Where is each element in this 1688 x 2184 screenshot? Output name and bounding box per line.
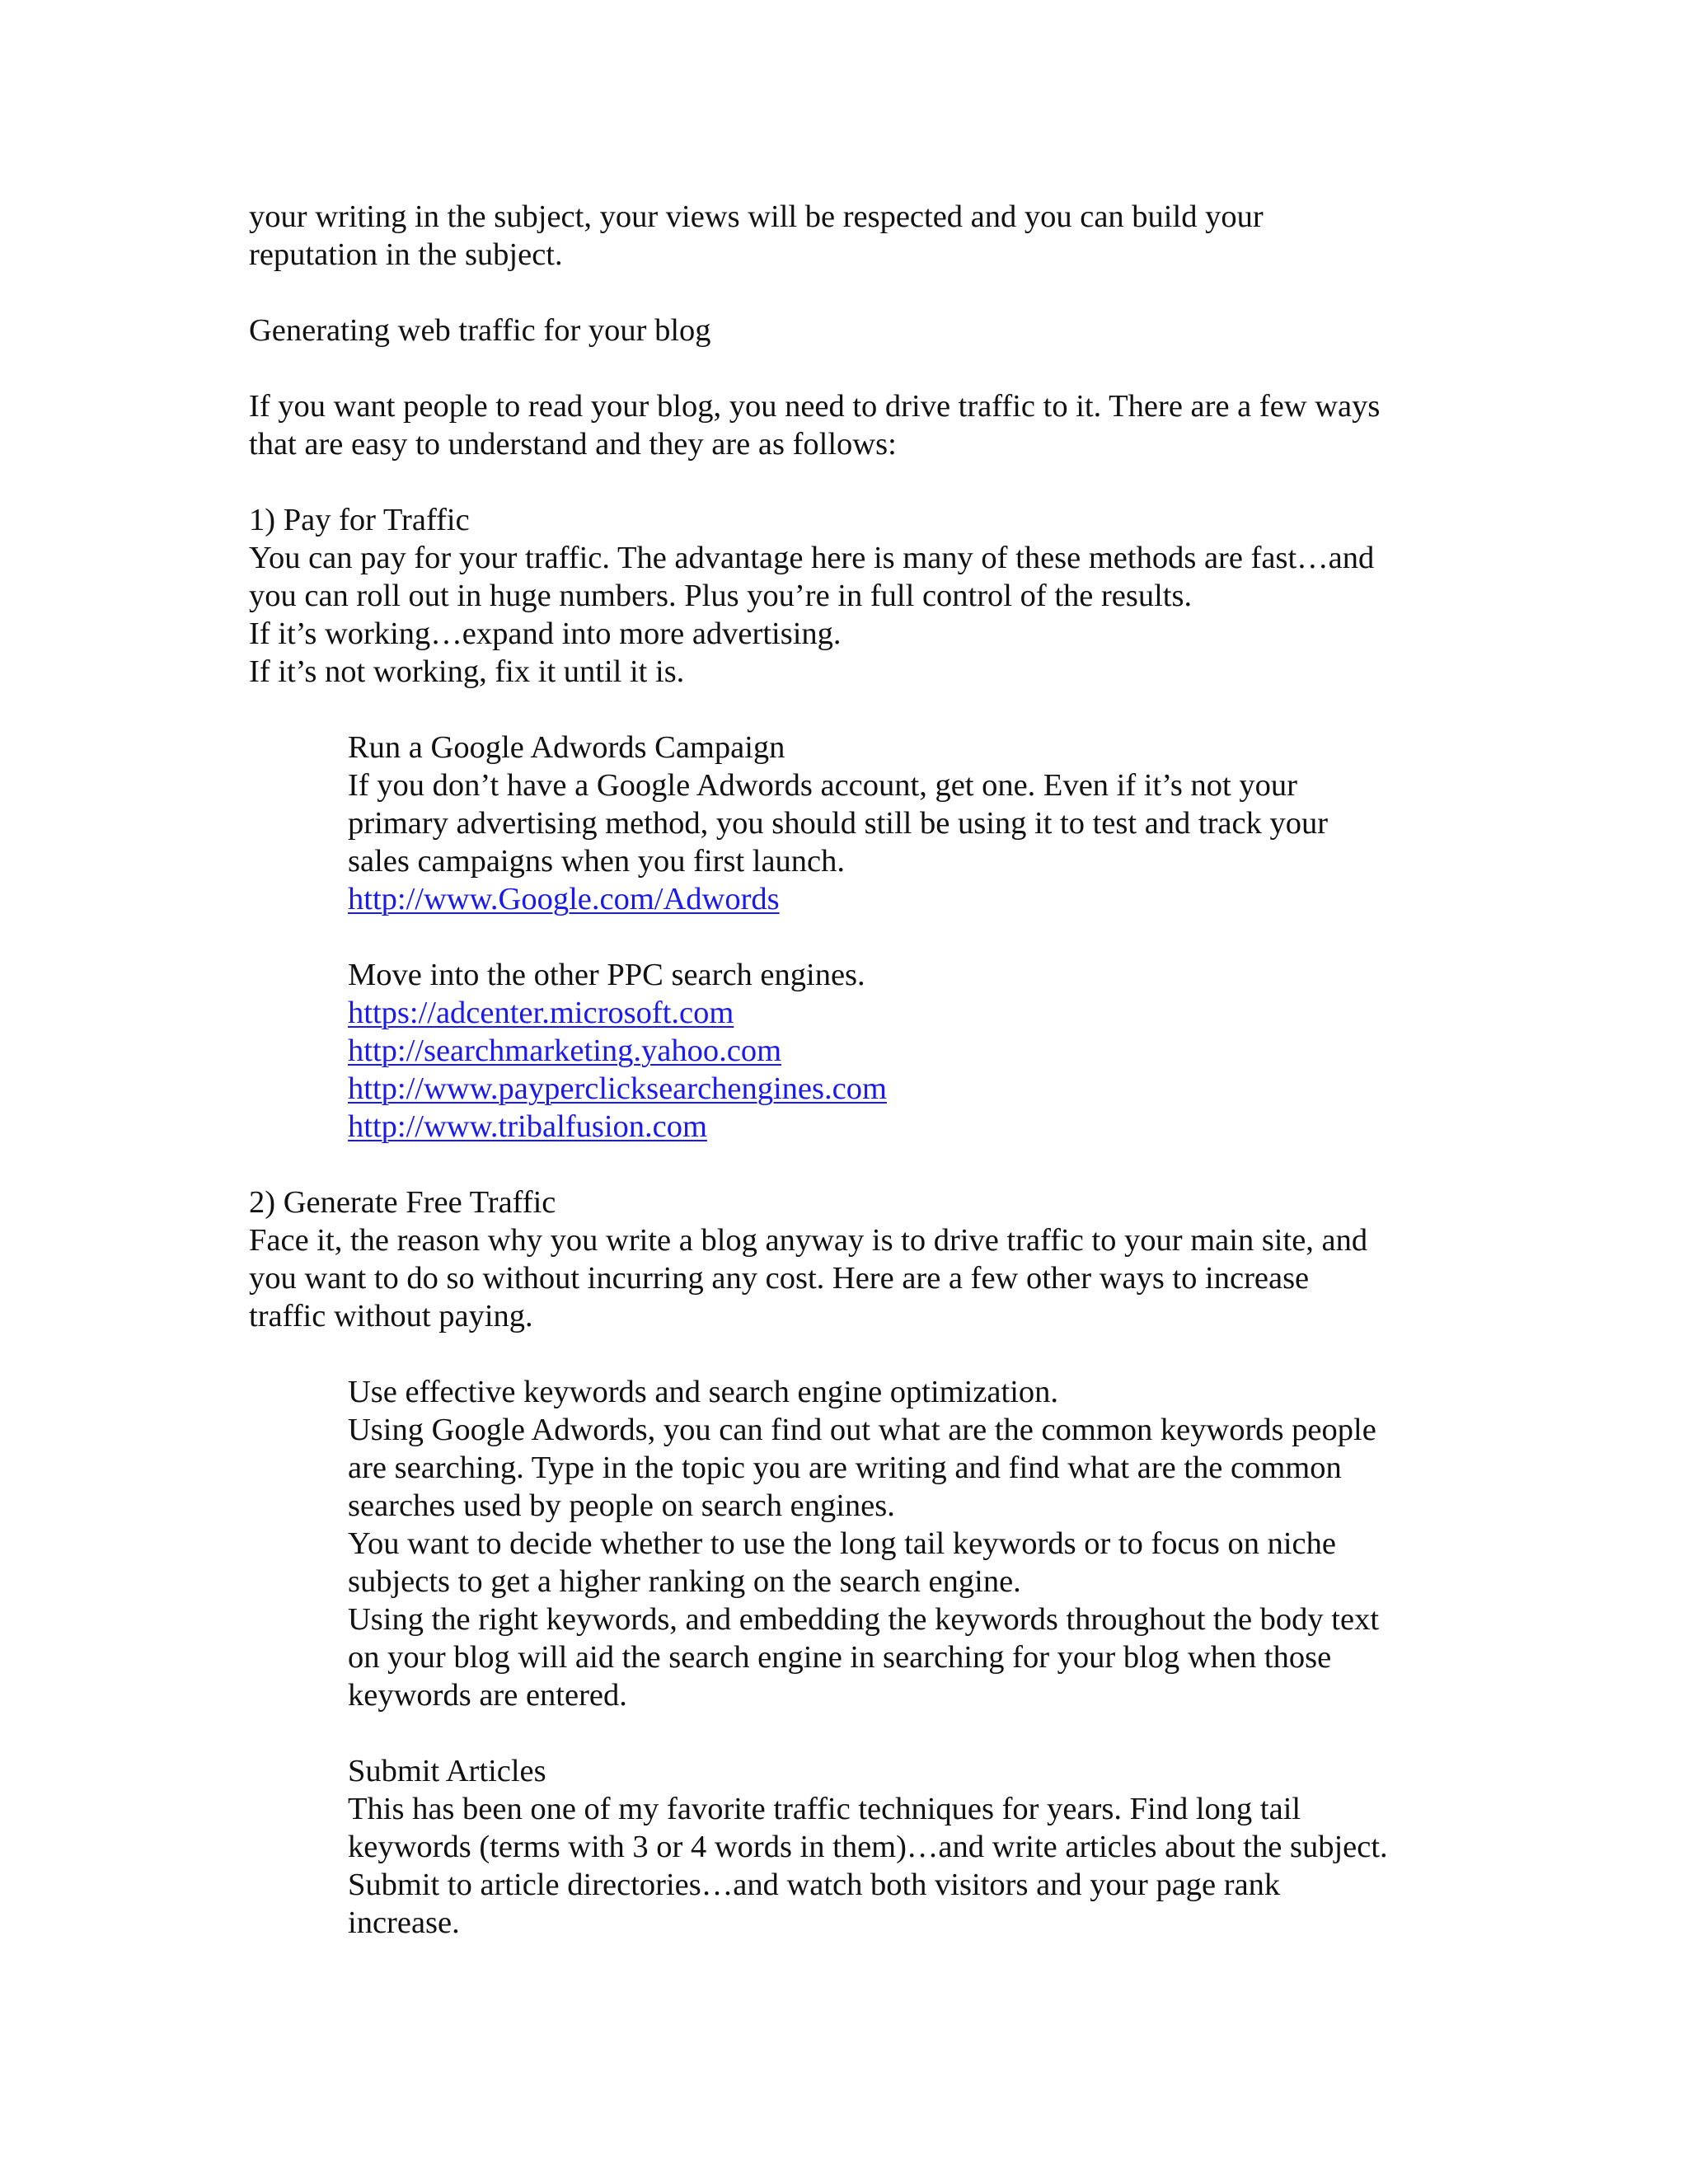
keywords-line: keywords are entered. xyxy=(348,1678,627,1713)
spacer xyxy=(249,1146,1452,1183)
adwords-link-row xyxy=(249,880,1452,918)
spacer xyxy=(249,918,1452,956)
spacer xyxy=(249,463,1452,501)
intro-line: your writing in the subject, your views will be respected and you can build your xyxy=(249,199,1264,234)
keywords-line: subjects to get a higher ranking on the search engine. xyxy=(348,1564,1021,1599)
spacer xyxy=(249,274,1452,312)
keywords-line: Using the right keywords, and embedding the keywords throughout the body text xyxy=(348,1602,1380,1637)
spacer xyxy=(249,349,1452,387)
microsoft-adcenter-link[interactable]: https://adcenter.microsoft.com xyxy=(348,996,734,1030)
articles-line: This has been one of my favorite traffic techniques for years. Find long tail xyxy=(348,1792,1301,1826)
payperclicksearchengines-link[interactable]: http://www.payperclicksearchengines.com xyxy=(348,1071,887,1106)
spacer xyxy=(249,691,1452,729)
yahoo-searchmarketing-link[interactable]: http://searchmarketing.yahoo.com xyxy=(348,1033,782,1068)
adwords-link[interactable]: http://www.Google.com/Adwords xyxy=(348,882,780,916)
section2-title: 2) Generate Free Traffic xyxy=(249,1185,556,1220)
articles-title: Submit Articles xyxy=(348,1754,546,1788)
overview-line: that are easy to understand and they are as follows: xyxy=(249,427,897,462)
section1-line: If it’s working…expand into more advertising. xyxy=(249,616,842,651)
section1-line: you can roll out in huge numbers. Plus you’re in full control of the results. xyxy=(249,579,1193,613)
ppc-link-row xyxy=(249,1032,1452,1070)
keywords-line: are searching. Type in the topic you are writing and find what are the common xyxy=(348,1451,1342,1485)
adwords-line: primary advertising method, you should still be using it to test and track your xyxy=(348,806,1329,841)
keywords-line: You want to decide whether to use the long tail keywords or to focus on niche xyxy=(348,1526,1336,1561)
keywords-line: on your blog will aid the search engine in searching for your blog when those xyxy=(348,1640,1332,1675)
section-heading: Generating web traffic for your blog xyxy=(249,313,711,348)
keywords-line: searches used by people on search engines. xyxy=(348,1488,895,1523)
articles-line: increase. xyxy=(348,1905,460,1940)
adwords-line: If you don’t have a Google Adwords account, get one. Even if it’s not your xyxy=(348,768,1297,803)
spacer xyxy=(249,1335,1452,1373)
section1-title: 1) Pay for Traffic xyxy=(249,503,470,537)
ppc-title: Move into the other PPC search engines. xyxy=(348,958,865,992)
section2-line: traffic without paying. xyxy=(249,1299,533,1333)
keywords-title: Use effective keywords and search engine optimization. xyxy=(348,1375,1059,1409)
keywords-line: Using Google Adwords, you can find out what are the common keywords people xyxy=(348,1413,1376,1447)
spacer xyxy=(249,1714,1452,1752)
document-body xyxy=(249,198,1452,1942)
articles-line: keywords (terms with 3 or 4 words in them)…and write articles about the subject. xyxy=(348,1830,1388,1864)
ppc-link-row xyxy=(249,1108,1452,1146)
section2-line: you want to do so without incurring any cost. Here are a few other ways to increase xyxy=(249,1261,1310,1296)
ppc-link-row xyxy=(249,1070,1452,1108)
section2-line: Face it, the reason why you write a blog anyway is to drive traffic to your main site, and xyxy=(249,1223,1368,1258)
tribalfusion-link[interactable]: http://www.tribalfusion.com xyxy=(348,1109,707,1144)
adwords-title: Run a Google Adwords Campaign xyxy=(348,730,785,765)
overview-line: If you want people to read your blog, you need to drive traffic to it. There are a few ways xyxy=(249,389,1381,424)
section1-line: You can pay for your traffic. The advantage here is many of these methods are fast…and xyxy=(249,541,1375,575)
articles-line: Submit to article directories…and watch both visitors and your page rank xyxy=(348,1868,1281,1902)
intro-line: reputation in the subject. xyxy=(249,237,563,272)
adwords-line: sales campaigns when you first launch. xyxy=(348,844,846,879)
ppc-link-row xyxy=(249,994,1452,1032)
section1-line: If it’s not working, fix it until it is. xyxy=(249,654,685,689)
